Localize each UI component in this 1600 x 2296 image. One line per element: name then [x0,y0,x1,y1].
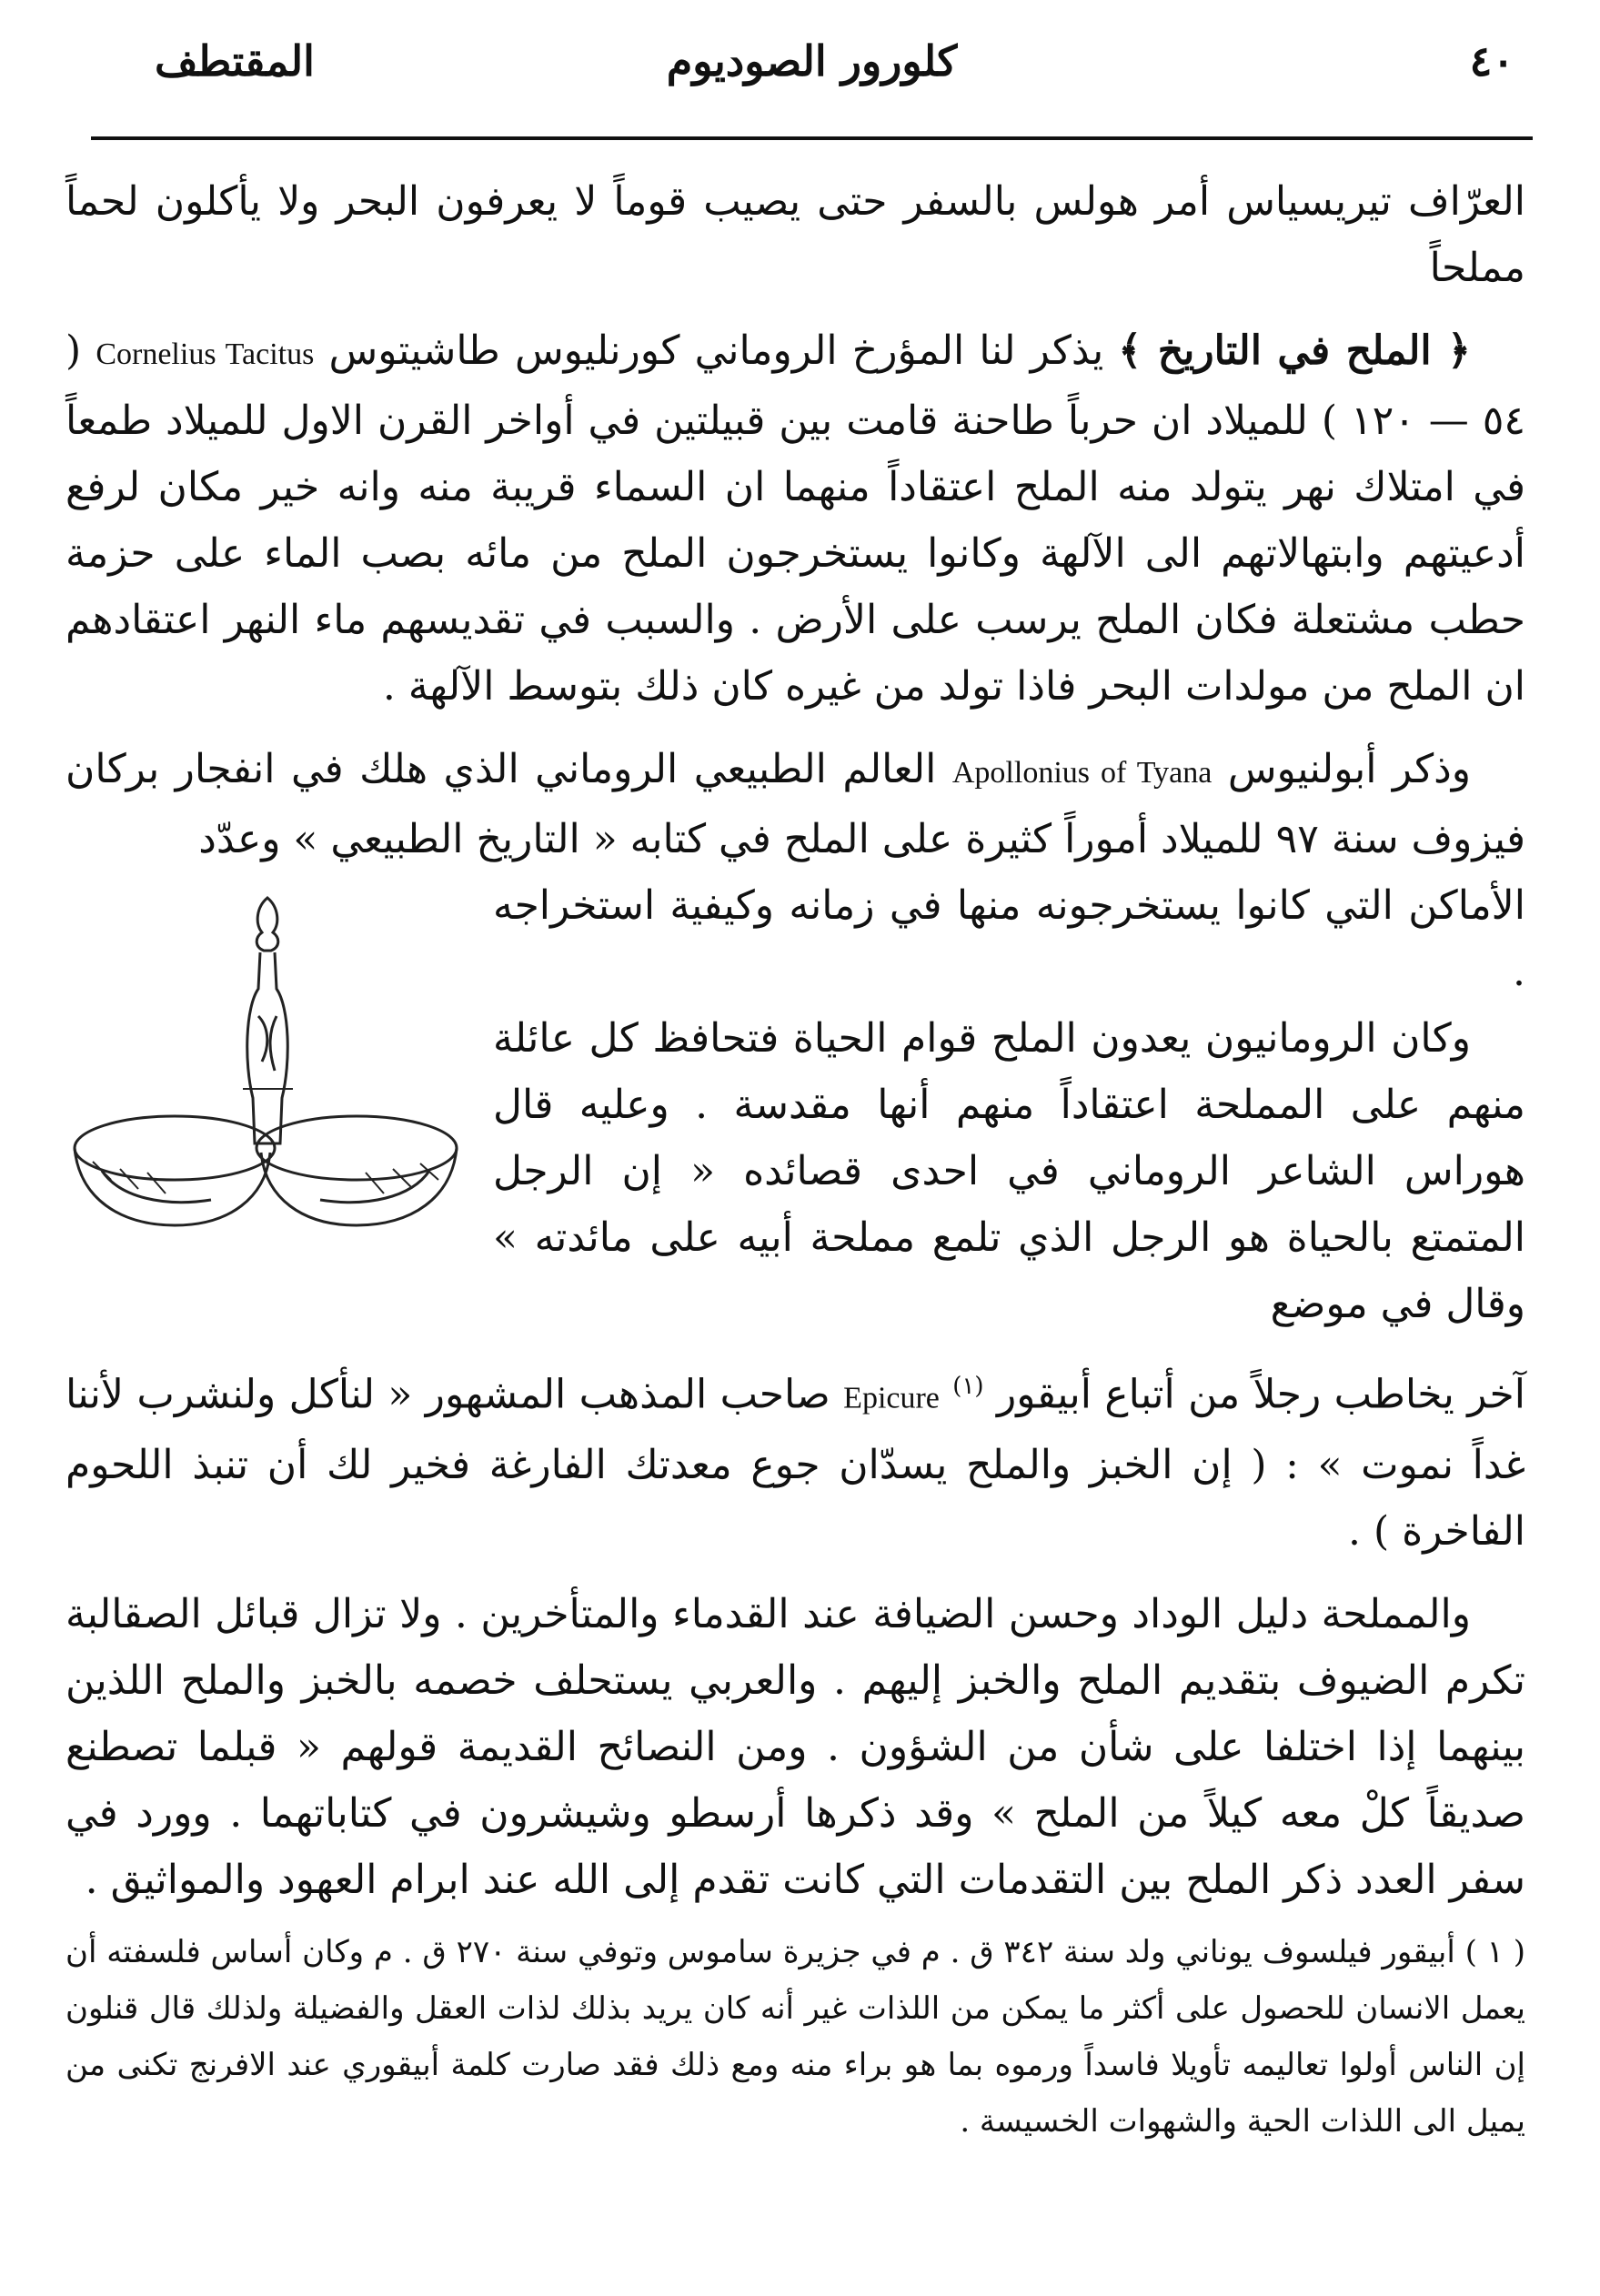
paragraph-text: العرّاف تيريسياس أمر هولس بالسفر حتى يصيب قوماً لا يعرفون البحر ولا يأكلون لحماً مملحاً [65,178,1525,291]
paragraph-text: الأماكن التي كانوا يستخرجونه منها في زمانه وكيفية استخراجه . [493,882,1525,995]
footnotes [65,1924,1525,2150]
paragraph [65,317,1525,720]
footnote-mark[interactable]: (١) [952,1373,984,1400]
paragraph-text: والمملحة دليل الوداد وحسن الضيافة عند القدماء والمتأخرين . ولا تزال قبائل الصقالبة تكرم الضيوف بتقديم الملح والخبز إليهم . والعربي يستحلف خصمه بالخبز والملح اللذين بينهما إذا اختلفا على شأن من الشؤون . ومن النصائح القديمة قولهم « قبلما تصطنع صديقاً كلْ معه كيلاً من الملح » وقد ذكرها أرسطو وشيشرون في كتاباتهما . وورد في سفر العدد ذكر الملح بين التقدمات التي كانت تقدم إلى الله عند ابرام العهود والمواثيق . [65,1590,1526,1903]
paragraph [65,736,1525,872]
paragraph [65,168,1525,301]
header-rule [91,136,1533,140]
latin-name: Epicure [843,1381,940,1415]
paragraph [65,1581,1525,1913]
journal-name: المقتطف [155,36,315,86]
page-number: ٤٠ [1469,36,1514,86]
page-header [91,27,1533,109]
salt-cellar-icon [65,880,466,1244]
latin-name: Apollonius of Tyana [951,756,1213,790]
paragraph [65,1354,1525,1565]
salt-cellar-figure [65,880,466,1244]
paragraph-text: ( ٥٤ — ١٢٠ ) للميلاد ان حرباً طاحنة قامت بين قبيلتين في أواخر القرن الاول للميلاد طمعاً في امتلاك نهر يتولد منه الملح اعتقاداً منهما ان السماء قريبة منه وانه خير مكان لرفع أدعيتهم وابتهالاتهم الى الآلهة وكانوا يستخرجون الملح من مائه بصب الماء على حزمة حطب مشتعلة فكان الملح يرسب على الأرض . والسبب في تقديسهم ماء النهر اعتقادهم ان الملح من مولدات البحر فاذا تولد من غيره كان ذلك بتوسط الآلهة . [65,327,1525,710]
paragraph-text: العالم الطبيعي الروماني الذي هلك في انفجار بركان فيزوف سنة ٩٧ للميلاد أموراً كثيرة على الملح في كتابه « التاريخ الطبيعي » وعدّد [65,746,1525,862]
footnote: ( ١ ) أبيقور فيلسوف يوناني ولد سنة ٣٤٢ ق . م في جزيرة ساموس وتوفي سنة ٢٧٠ ق . م وكان أساس فلسفته أن يعمل الانسان للحصول على أكثر ما يمكن من اللذات غير أنه كان يريد بذلك لذات العقل والفضيلة ولذلك قال قنلون إن الناس أولوا تعاليمه تأويلا فاسداً ورموه بما هو براء منه ومع ذلك فقد صارت كلمة أبيقوري عند الافرنج تكنى من يميل الى اللذات الحية والشهوات الخسيسة . [65,1934,1525,2140]
page-title: كلورور الصوديوم [666,36,958,86]
paragraph-text: صاحب المذهب المشهور « لنأكل ولنشرب لأننا غداً نموت » : ( إن الخبز والملح يسدّان جوع معدتك الفارغة فخير لك أن تنبذ اللحوم الفاخرة ) . [65,1371,1525,1555]
paragraph-text: آخر يخاطب رجلاً من أتباع أبيقور [996,1371,1525,1418]
article-body [65,168,1525,1929]
paragraph-text: وذكر أبولنيوس [1227,746,1471,792]
section-heading: ﴿ الملح في التاريخ ﴾ [1118,327,1471,374]
latin-name: Cornelius Tacitus [96,337,315,371]
paragraph-text: وكان الرومانيون يعدون الملح قوام الحياة فتحافظ كل عائلة منهم على المملحة اعتقاداً منهم أنها مقدسة . وعليه قال هوراس الشاعر الروماني في احدى قصائده « إن الرجل المتمتع بالحياة هو الرجل الذي تلمع مملحة أبيه على مائدته » وقال في موضع [493,1015,1525,1327]
paragraph-text: يذكر لنا المؤرخ الروماني كورنليوس طاشيتوس [328,327,1104,374]
